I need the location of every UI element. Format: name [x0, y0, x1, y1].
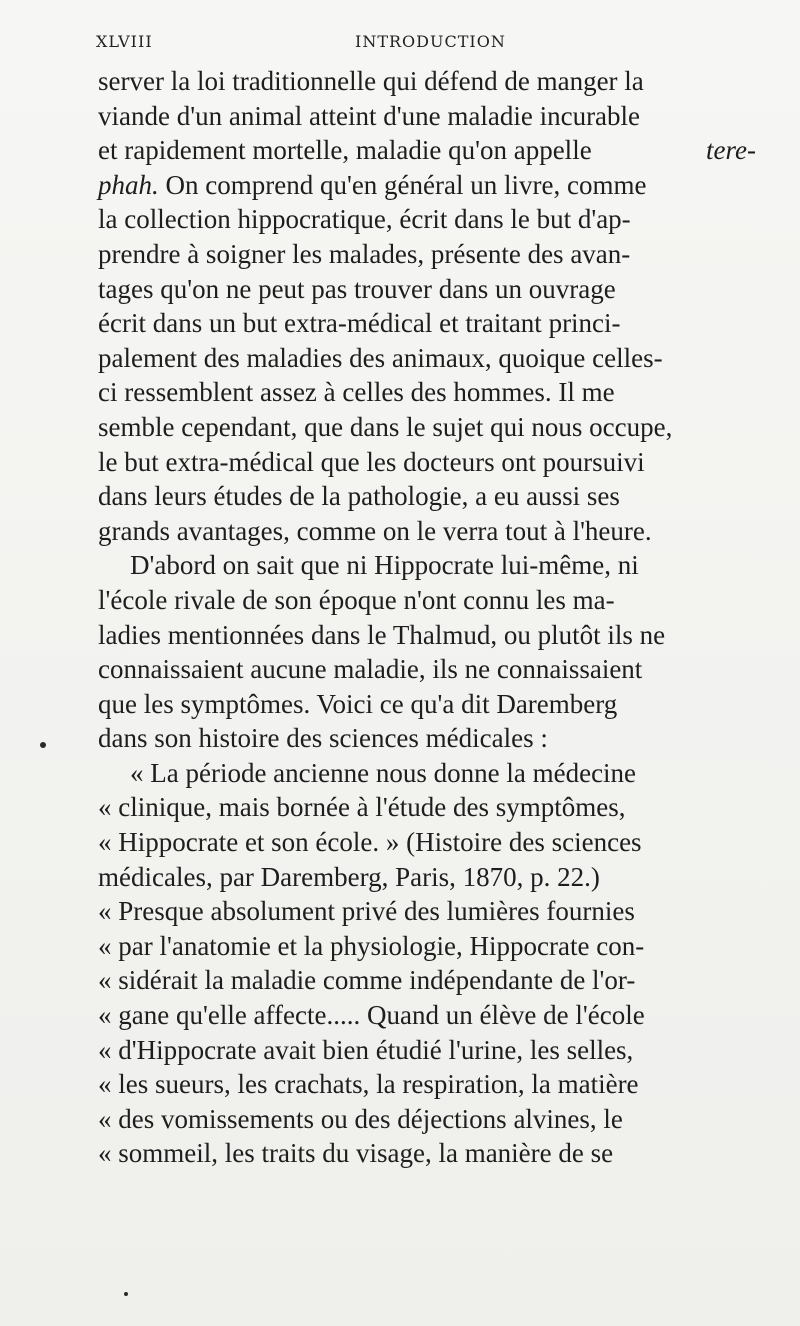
- text-line: ci ressemblent assez à celles des hommes. Il me: [98, 377, 615, 408]
- italic-term: phah.: [98, 169, 159, 200]
- quote-line: « les sueurs, les crachats, la respiration, la matière: [98, 1069, 639, 1100]
- quote-line: « Presque absolument privé des lumières fournies: [98, 896, 635, 927]
- quote-line: « clinique, mais bornée à l'étude des symptômes,: [98, 792, 626, 823]
- citation-line: médicales, par Daremberg, Paris, 1870, p. 22.): [98, 861, 600, 892]
- text-line: le but extra-médical que les docteurs ont poursuivi: [98, 446, 645, 477]
- text-line: dans son histoire des sciences médicales :: [98, 723, 548, 754]
- italic-term: tere-: [706, 135, 756, 166]
- text-line: dans leurs études de la pathologie, a eu aussi ses: [98, 481, 620, 512]
- quote-line: « des vomissements ou des déjections alvines, le: [98, 1103, 623, 1134]
- quote-line: « La période ancienne nous donne la médecine: [130, 757, 637, 788]
- text-line: viande d'un animal atteint d'une maladie incurable: [98, 100, 641, 131]
- quote-line: « sidérait la maladie comme indépendante de l'or-: [98, 965, 636, 996]
- text-line: prendre à soigner les malades, présente des avan-: [98, 238, 631, 269]
- text-line: D'abord on sait que ni Hippocrate lui-même, ni: [130, 550, 639, 581]
- quote-line: « sommeil, les traits du visage, la manière de se: [98, 1138, 614, 1169]
- quote-line: « Hippocrate et son école. » (Histoire des sciences: [98, 827, 642, 858]
- running-head: INTRODUCTION: [355, 32, 506, 51]
- quote-line: « par l'anatomie et la physiologie, Hippocrate con-: [98, 930, 645, 961]
- text-line: et rapidement mortelle, maladie qu'on appelle tere-: [98, 133, 756, 168]
- margin-dot: [124, 1292, 128, 1296]
- page-number: XLVIII: [96, 32, 153, 51]
- body-text: [98, 64, 756, 1171]
- text-line: la collection hippocratique, écrit dans le but d'ap-: [98, 204, 631, 235]
- quote-line: « gane qu'elle affecte..... Quand un élève de l'école: [98, 1000, 645, 1031]
- text-line: que les symptômes. Voici ce qu'a dit Daremberg: [98, 688, 618, 719]
- text-line: connaissaient aucune maladie, ils ne connaissaient: [98, 654, 643, 685]
- text-line: phah. On comprend qu'en général un livre, comme: [98, 168, 756, 203]
- quote-line: « d'Hippocrate avait bien étudié l'urine, les selles,: [98, 1034, 634, 1065]
- text-line: grands avantages, comme on le verra tout à l'heure.: [98, 515, 652, 546]
- margin-dot: [40, 742, 46, 748]
- text-line: écrit dans un but extra-médical et traitant princi-: [98, 308, 621, 339]
- text-line: ladies mentionnées dans le Thalmud, ou plutôt ils ne: [98, 619, 666, 650]
- text-line: semble cependant, que dans le sujet qui nous occupe,: [98, 411, 673, 442]
- text-line: palement des maladies des animaux, quoique celles-: [98, 342, 663, 373]
- text-line: l'école rivale de son époque n'ont connu les ma-: [98, 584, 615, 615]
- text-line: tages qu'on ne peut pas trouver dans un ouvrage: [98, 273, 616, 304]
- text-line: server la loi traditionnelle qui défend de manger la: [98, 66, 644, 96]
